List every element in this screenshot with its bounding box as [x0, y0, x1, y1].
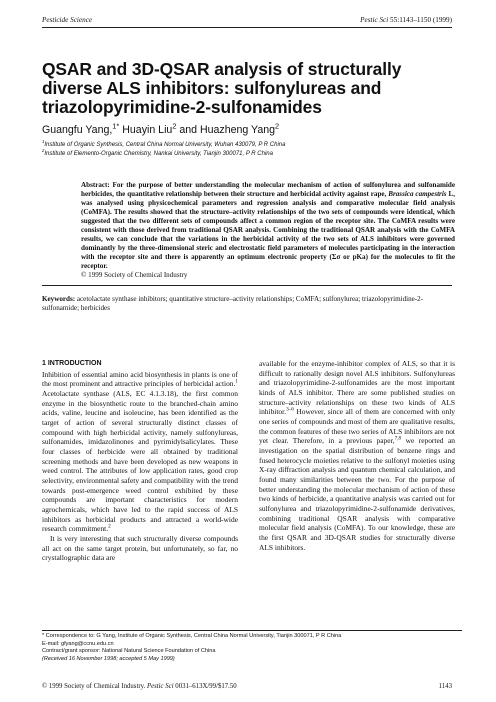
page-number: 1143 — [438, 683, 452, 690]
intro-right-column — [259, 359, 455, 552]
intro-paragraph-2: It is very interesting that such structurally diverse compounds all act on the same target protein, but unfortunately, so far, no crystallographic data are — [42, 534, 238, 563]
header-rule — [42, 27, 452, 28]
grant-note: Contract/grant sponsor: National Natural Science Foundation of China — [42, 648, 216, 655]
paper-title: QSAR and 3D-QSAR analysis of structurally diverse ALS inhibitors: sulfonylureas and triazolopyrimidine-2-sulfonamides — [42, 59, 402, 117]
keywords: Keywords: acetolactate synthase inhibitors; quantitative structure–activity relationships; CoMFA; sulfonylurea; triazolopyrimidine-2-sulfonamide; herbicides — [42, 295, 424, 313]
correspondence-note: * Correspondence to: G Yang, Institute of Organic Synthesis, Central China Normal University, Tianjin 300071, P R China — [42, 633, 342, 639]
abstract-copyright: © 1999 Society of Chemical Industry — [81, 271, 188, 280]
intro-paragraph-3: available for the enzyme-inhibitor complex of ALS, so that it is difficult to rationally design novel ALS inhibitors. Sulfonylureas and triazolopyrimidine-2-sulfonamides are the most important kinds of ALS inhibitor. There are some published studies on structure–activity relationships on these two kinds of ALS inhibitor.$^{3-6}$ However, since all of them are concerned with only one series of compounds and most of them are qualitative results, the common features of these two series of ALS inhibitors are not yet clear. Therefore, in a previous paper,$^{7,8}$ we reported an investigation on the spatial distribution of benzene rings and fused heterocycle moieties relative to the sulfonyl moieties using X-ray diffraction analysis and quantum chemical calculation, and found many similarities between the two. For the purpose of better understanding the molecular mechanism of action of these two kinds of herbicide, a quantitative analysis was carried out for sulfonylurea and triazolopyrimidine-2-sulfonamide derivatives, combining traditional QSAR analysis with comparative molecular field analysis (CoMFA). To our knowledge, these are the first QSAR and 3D-QSAR studies for structurally diverse ALS inhibitors. — [259, 359, 455, 552]
received-note: (Received 16 November 1998; accepted 5 May 1999) — [42, 655, 175, 662]
footnotes — [42, 633, 462, 663]
footnote-rule — [42, 630, 462, 631]
page-footer: © 1999 Society of Chemical Industry. Pestic Sci 0031–613X/99/$17.50 1143 — [42, 683, 452, 690]
journal-name: Pesticide Science — [42, 16, 93, 24]
section-heading: 1 INTRODUCTION — [42, 360, 102, 367]
intro-paragraph-1: Inhibition of essential amino acid biosynthesis in plants is one of the most prominent and attractive principles of herbicidal action.$^1$ Acetolactate synthase (ALS, EC 4.1.3.18), the first common enzyme in the biosynthetic route to the branched-chain amino acids, valine, leucine and isoleucine, has been identified as the target of action of several structurally distinct classes of compound with high herbicidal activity, namely sulfonylureas, sulfonamides, imidazolinones and pyrimidylsalicylates. These four classes of herbicide were all obtained by traditional screening methods and have been developed as new weapons in weed control. The attributes of low application rates, good crop selectivity, environmental safety and compatibility with the trend towards post-emergence weed control exhibited by these compounds are important characteristics for modern agrochemicals, which have led to the rapid success of ALS inhibitors as herbicidal products and attracted a world-wide research commitment.$^2$ — [42, 369, 238, 534]
running-header — [42, 16, 452, 24]
author-list: Guangfu Yang,$^{1*}$ Huayin Liu$^2$ and Huazheng Yang$^2$ — [42, 121, 280, 136]
intro-left-column — [42, 359, 238, 563]
species-name: Brassica campestris — [388, 190, 447, 199]
abstract-rule — [42, 285, 452, 286]
citation: Pestic Sci 55:1143–1150 (1999) — [360, 16, 452, 24]
affiliation-1: $^1$Institute of Organic Synthesis, Central China Normal University, Wuhan 430079, P R China — [42, 139, 286, 148]
abstract: Abstract: For the purpose of better understanding the molecular mechanism of action of sulfonylurea and sulfonamide herbicides, the quantitative relationship between their structure and herbicidal activity against rape, Brassica campestris L, was analysed using physicochemical parameters and regression analysis and comparative molecular field analysis (CoMFA). The results showed that the structure–activity relationships of the two sets of compounds were identical, which suggested that the two different sets of compounds affect a common region of the receptor site. The CoMFA results were consistent with those derived from traditional QSAR analysis. Combining the traditional QSAR analysis with the CoMFA results, we can conclude that the variations in the herbicidal activity of the two sets of ALS inhibitors were governed dominantly by the three-dimensional steric and electrostatic field parameters of molecules participating in the interaction with the receptor site and there is apparently an optimum electronic property (Σσ or pKa) for the molecules to fit the receptor. © 1999 Society of Chemical Industry — [81, 181, 455, 280]
email-note: E-mail: gfyang@ccnu.edu.cn — [42, 640, 114, 647]
affiliation-2: $^2$Institute of Elemento-Organic Chemistry, Nankai University, Tianjin 300071, P R China — [42, 148, 273, 157]
